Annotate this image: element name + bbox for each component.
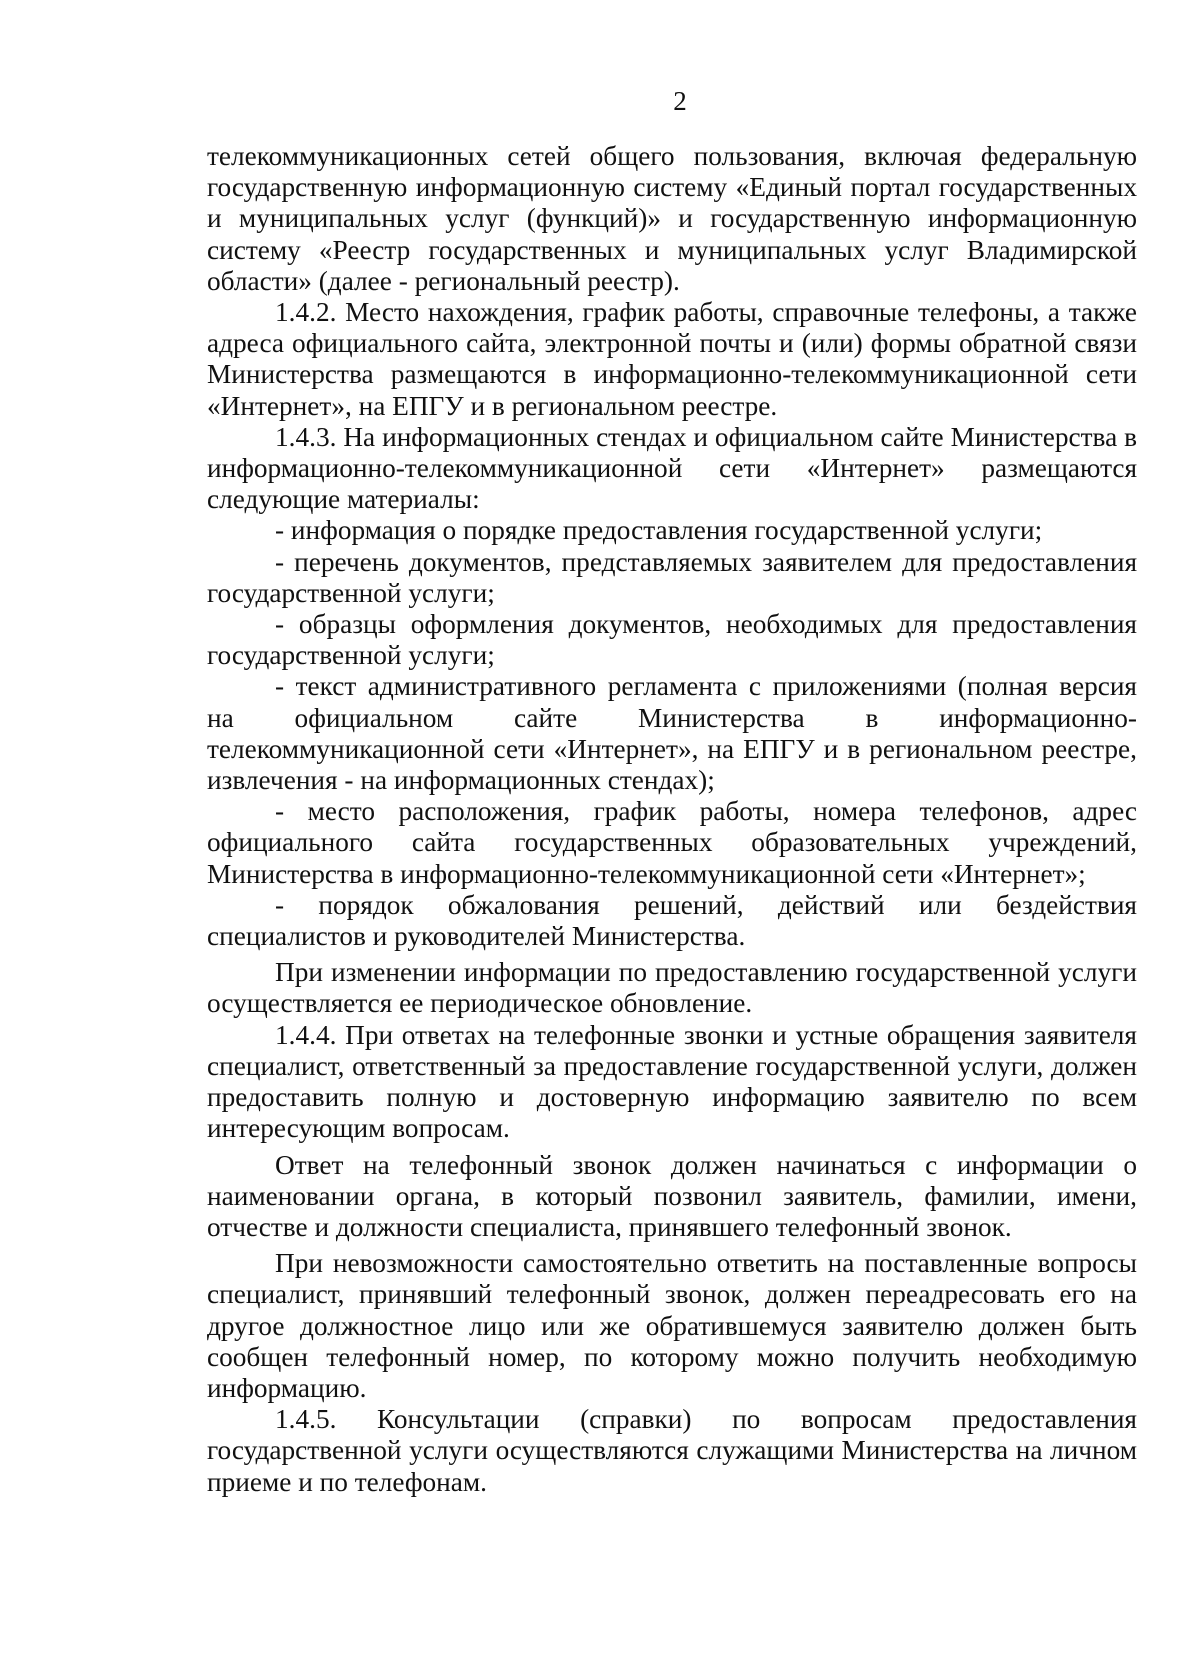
paragraph-1-4-5: 1.4.5. Консультации (справки) по вопросам предоставления государственной услуги осуществляются служащими Министерства на личном приеме и по телефонам.	[207, 1404, 1137, 1497]
list-item-appeal-procedure: - порядок обжалования решений, действий или бездействия специалистов и руководителей Министерства.	[207, 889, 1137, 952]
list-item-location-schedule: - место расположения, график работы, номера телефонов, адрес официального сайта государственных образовательных учреждений, Министерства в информационно-телекоммуникационной сети «Интернет»;	[207, 796, 1137, 889]
paragraph-1-4-2: 1.4.2. Место нахождения, график работы, справочные телефоны, а также адреса официального сайта, электронной почты и (или) формы обратной связи Министерства размещаются в информационно-телекоммуникационной сети «Интернет», на ЕПГУ и в региональном реестре.	[207, 297, 1137, 421]
paragraph-1-4-3: 1.4.3. На информационных стендах и официальном сайте Министерства в информационно-телекоммуникационной сети «Интернет» размещаются следующие материалы:	[207, 421, 1137, 515]
document-body	[207, 141, 1137, 1498]
paragraph-1-4-4: 1.4.4. При ответах на телефонные звонки и устные обращения заявителя специалист, ответственный за предоставление государственной услуги, должен предоставить полную и достоверную информацию заявителю по всем интересующим вопросам.	[207, 1019, 1137, 1144]
paragraph-phone-answer: Ответ на телефонный звонок должен начинаться с информации о наименовании органа, в который позвонил заявитель, фамилии, имени, отчестве и должности специалиста, принявшего телефонный звонок.	[207, 1149, 1137, 1242]
paragraph-redirect-call: При невозможности самостоятельно ответить на поставленные вопросы специалист, принявший телефонный звонок, должен переадресовать его на другое должностное лицо или же обратившемуся заявителю должен быть сообщен телефонный номер, по которому можно получить необходимую информацию.	[207, 1248, 1137, 1403]
paragraph-continuation: телекоммуникационных сетей общего пользования, включая федеральную государственную информационную систему «Единый портал государственных и муниципальных услуг (функций)» и государственную информационную систему «Реестр государственных и муниципальных услуг Владимирской области» (далее - региональный реестр).	[207, 141, 1137, 296]
paragraph-info-update: При изменении информации по предоставлению государственной услуги осуществляется ее периодическое обновление.	[207, 957, 1137, 1019]
list-item-regulation-text: - текст административного регламента с приложениями (полная версия на официальном сайте Министерства в информационно-телекоммуникационной сети «Интернет», на ЕПГУ и в региональном реестре, извлечения - на информационных стендах);	[207, 671, 1137, 796]
page-number: 2	[673, 86, 687, 116]
list-item-procedure-info: - информация о порядке предоставления государственной услуги;	[275, 515, 1043, 546]
list-item-documents-list: - перечень документов, представляемых заявителем для предоставления государственной услуги;	[207, 546, 1137, 608]
list-item-document-samples: - образцы оформления документов, необходимых для предоставления государственной услуги;	[207, 609, 1137, 671]
